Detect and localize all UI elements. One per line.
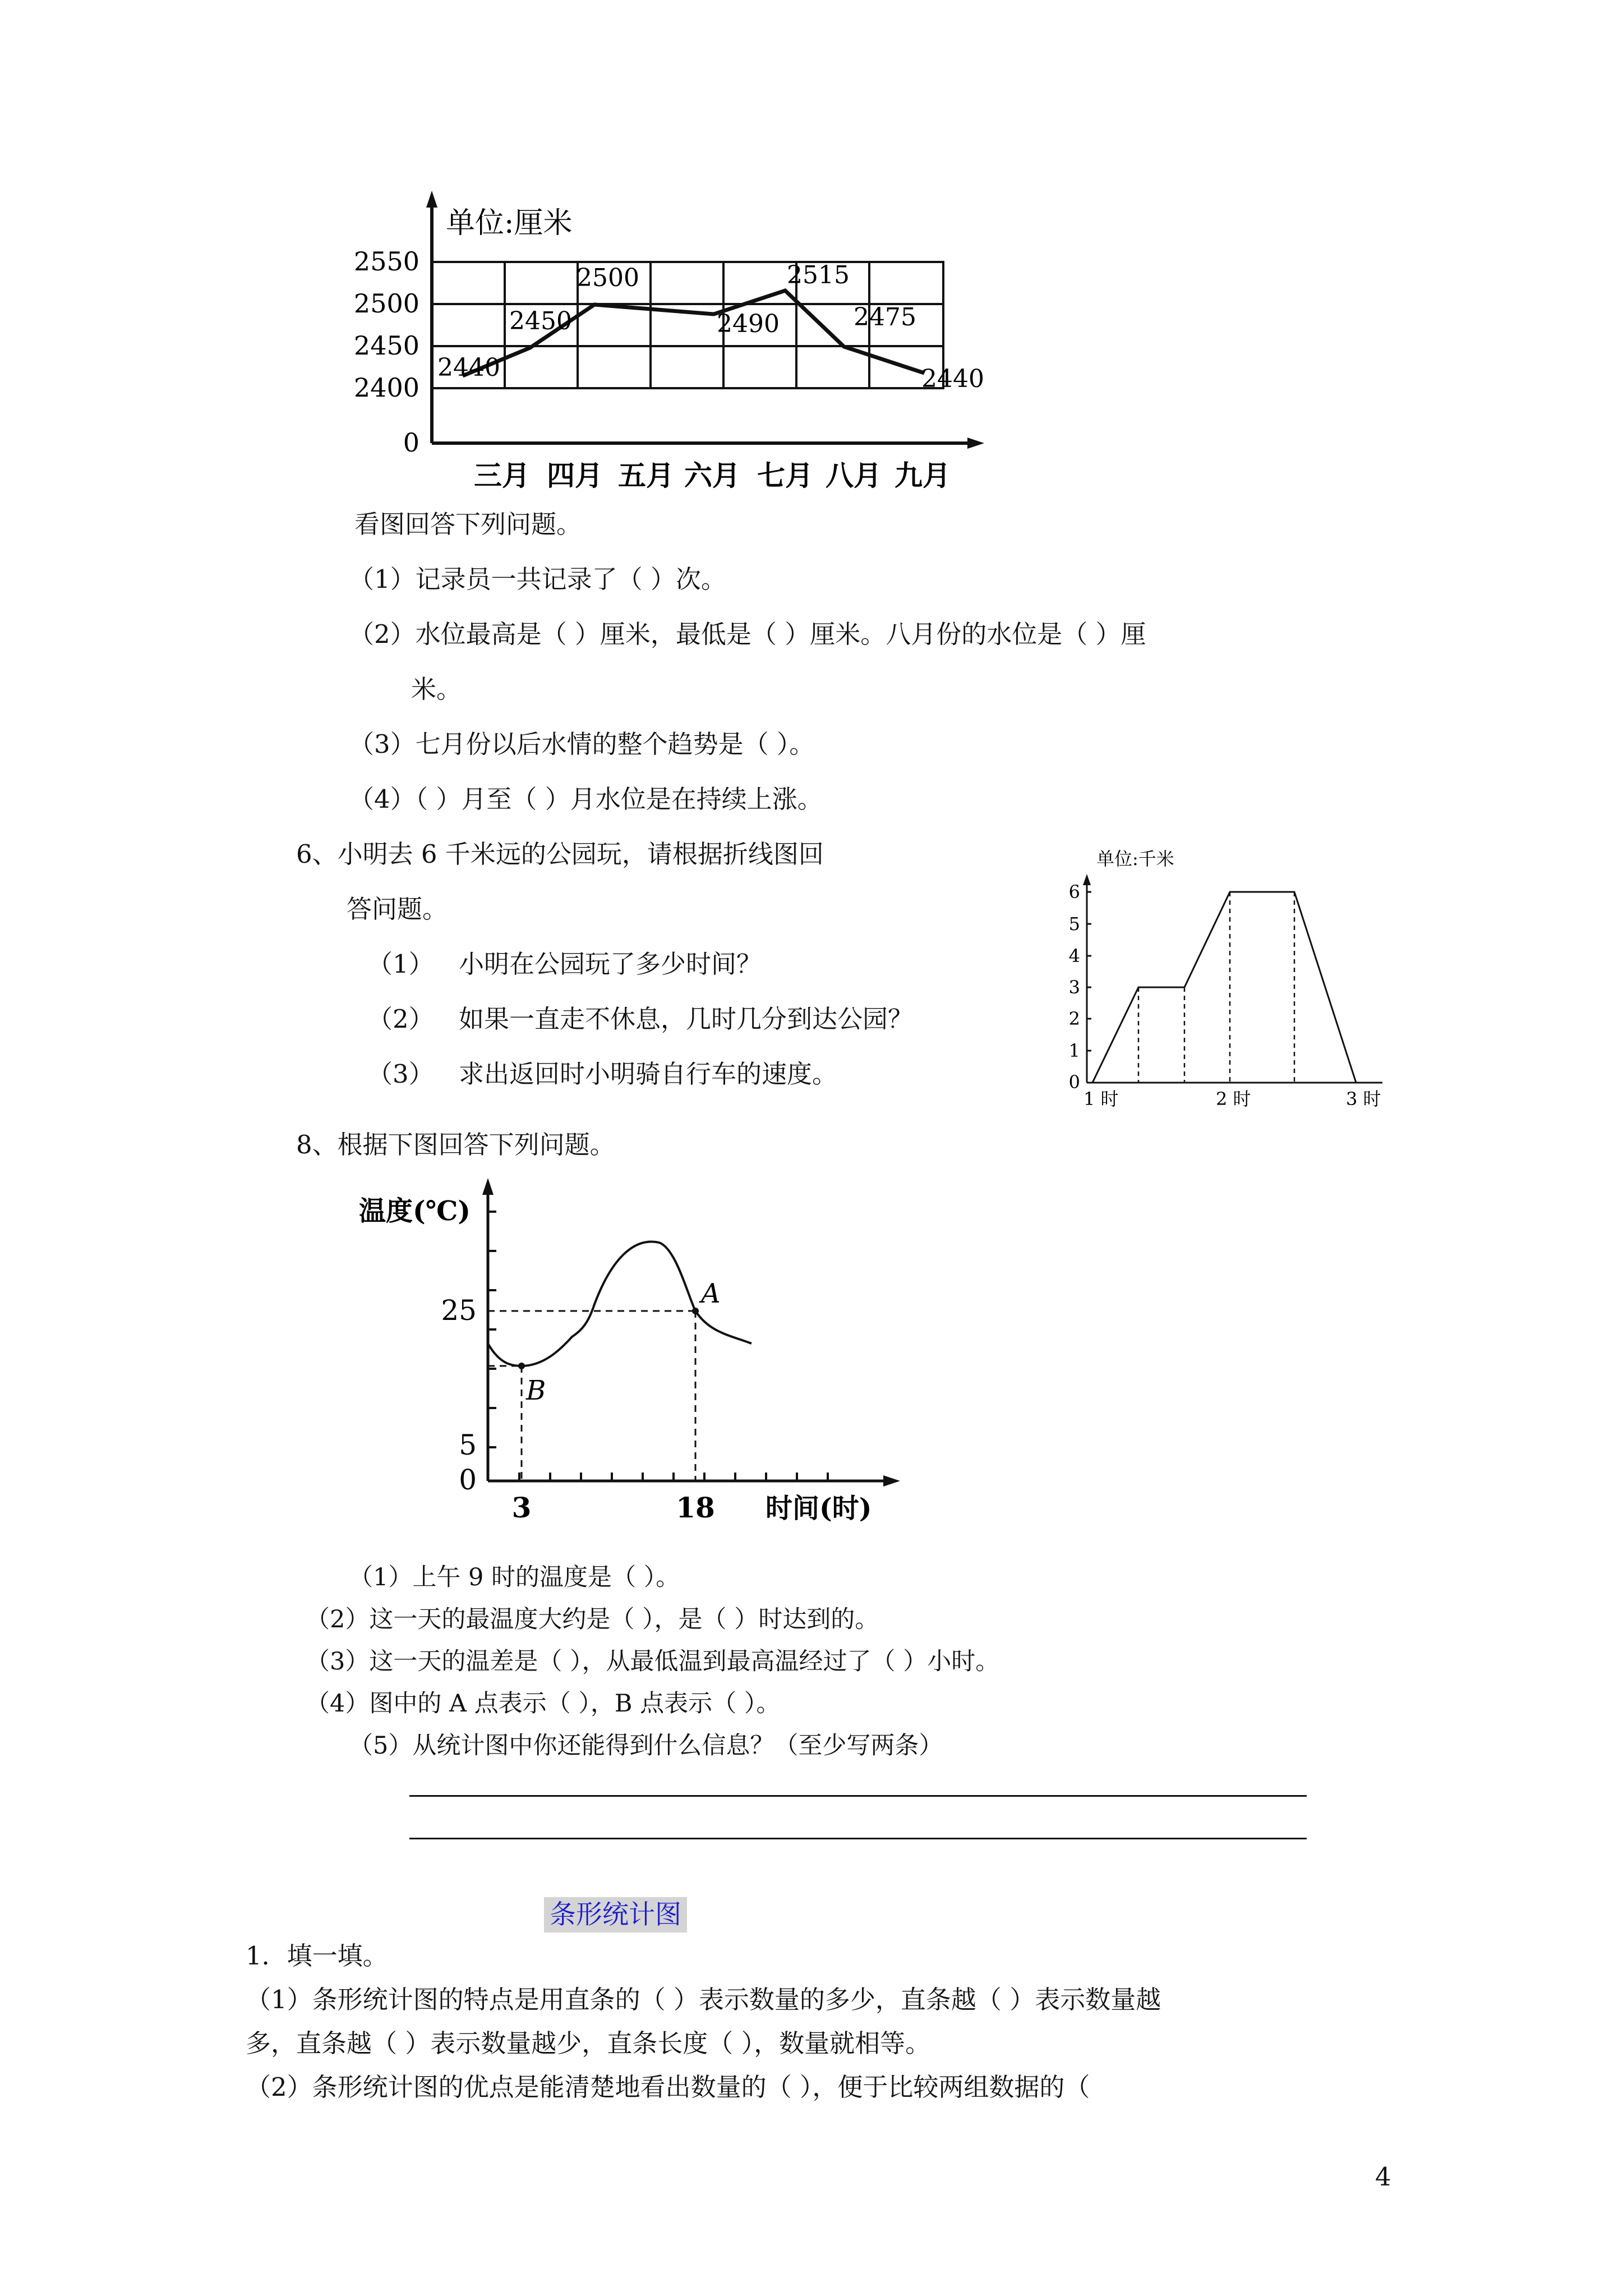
x-tick: 1 时 [1083,1088,1119,1110]
y-tick: 4 [1068,945,1080,967]
unit-label: 单位:千米 [1096,848,1174,869]
distance-line [1092,892,1356,1083]
y-axis-arrow [426,191,437,208]
q1-title: 1．填一填。 [246,1941,388,1971]
x-tick: 七月 [757,459,813,492]
page-number: 4 [1375,2162,1391,2192]
q6-title-cont: 答问题。 [347,894,448,924]
temperature-chart [348,1170,965,1529]
x-tick: 3 时 [1346,1088,1381,1110]
fill-in-line: （1）条形统计图的特点是用直条的（ ）表示数量的多少，直条越（ ）表示数量越 [246,1985,1161,2014]
y-tick: 0 [1068,1071,1080,1093]
q6-item-text: 如果一直走不休息，几时几分到达公园？ [459,1004,914,1034]
q6-item-text: 求出返回时小明骑自行车的速度。 [459,1059,838,1089]
point-b-label: B [526,1375,546,1406]
x-tick: 四月 [547,459,603,492]
x-tick: 三月 [474,459,530,492]
y-tick: 3 [1068,977,1080,998]
point-a-label: A [701,1278,721,1309]
data-label: 2515 [787,261,850,289]
q8-item: （2）这一天的最温度大约是（ ），是（ ）时达到的。 [306,1605,879,1634]
q5-item: （2）水位最高是（ ）厘米，最低是（ ）厘米。八月份的水位是（ ）厘 [349,619,1146,649]
point-b [518,1363,525,1369]
y-tick: 1 [1068,1040,1080,1061]
water-level-chart [336,185,987,499]
q6-item-num: （3） [367,1059,434,1089]
q8-title: 8、根据下图回答下列问题。 [296,1130,615,1159]
y-tick: 6 [1068,881,1080,903]
x-tick: 六月 [684,459,740,492]
x-tick: 3 [511,1491,532,1524]
y-tick: 2500 [353,288,419,319]
data-label: 2475 [854,303,916,332]
point-a [692,1308,699,1314]
x-axis-label: 时间(时) [766,1493,872,1524]
q5-prompt: 看图回答下列问题。 [354,509,582,539]
q6-title: 6、小明去 6 千米远的公园玩，请根据折线图回 [296,839,824,869]
data-label: 2440 [437,353,500,382]
y-axis-label: 温度(℃) [359,1195,471,1227]
q6-item-num: （1） [367,949,434,979]
q8-item: （1）上午 9 时的温度是（ ）。 [349,1563,680,1591]
y-tick: 2 [1068,1008,1080,1029]
data-label: 2440 [921,365,984,393]
data-label: 2450 [509,307,572,335]
q5-item: （3）七月份以后水情的整个趋势是（ ）。 [349,729,815,759]
y-tick: 5 [459,1429,477,1461]
x-axis-arrow [967,438,984,449]
q8-item: （4）图中的 A 点表示（ ），B 点表示（ ）。 [306,1690,781,1718]
q5-item: （1）记录员一共记录了（ ）次。 [349,564,726,594]
x-tick: 18 [676,1491,715,1524]
y-tick: 0 [403,427,419,458]
q6-item-text: 小明在公园玩了多少时间？ [459,949,762,979]
y-tick: 2450 [353,330,419,361]
y-tick: 2400 [353,372,419,403]
distance-time-chart [1060,841,1396,1122]
fill-in-line: （2）条形统计图的优点是能清楚地看出数量的（ ），便于比较两组数据的（ [246,2072,1090,2102]
data-label: 2490 [717,310,780,338]
y-tick: 0 [459,1464,477,1496]
y-tick: 25 [441,1294,477,1327]
data-label: 2500 [577,264,639,292]
q5-item: （4）（ ）月至（ ）月水位是在持续上涨。 [349,784,823,814]
fill-in-line: 多，直条越（ ）表示数量越少，直条长度（ ），数量就相等。 [246,2028,931,2058]
y-tick: 2550 [353,246,419,277]
y-tick: 5 [1068,913,1080,935]
q6-item-num: （2） [367,1004,434,1034]
q8-item: （5）从统计图中你还能得到什么信息？（至少写两条） [349,1732,943,1760]
section-heading: 条形统计图 [544,1897,687,1932]
q8-item: （3）这一天的温差是（ ），从最低温到最高温经过了（ ）小时。 [306,1648,1000,1676]
answer-line [409,1838,1307,1839]
x-tick: 五月 [618,459,674,492]
x-tick: 九月 [895,459,951,492]
q5-item: 米。 [411,674,462,704]
x-tick: 八月 [826,459,882,492]
x-tick: 2 时 [1216,1088,1251,1110]
unit-label: 单位:厘米 [446,206,573,240]
answer-line [409,1795,1307,1797]
